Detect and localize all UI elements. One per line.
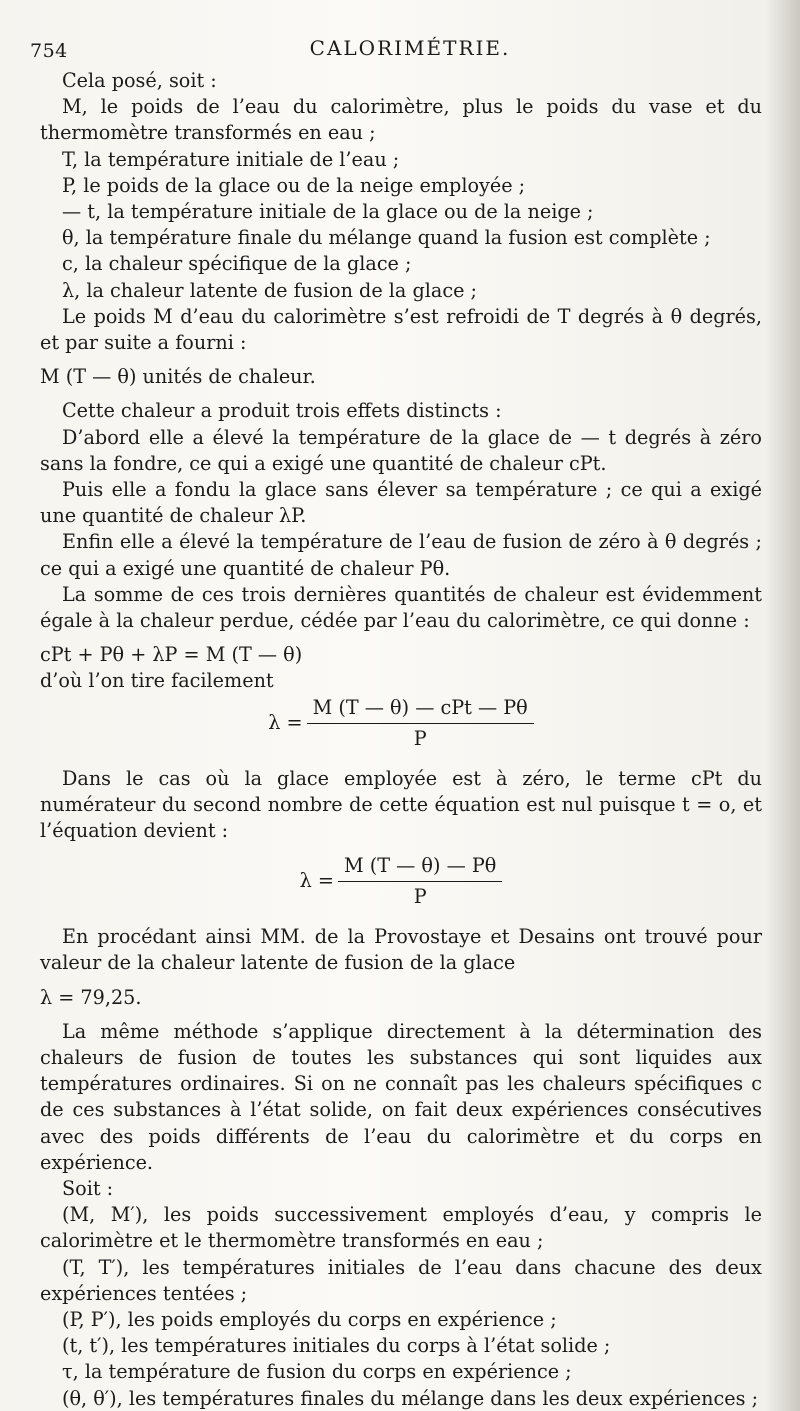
paragraph: Cela posé, soit :	[62, 69, 217, 92]
paragraph: Enfin elle a élevé la température de l’eau de fusion de zéro à θ degrés ; ce qui a exigé une quantité de chaleur Pθ.	[40, 530, 762, 580]
fraction-numerator: M (T — θ) — Pθ	[338, 853, 502, 882]
formula-lhs: λ =	[268, 711, 303, 735]
fraction-denominator: P	[413, 726, 427, 750]
definition-item: P, le poids de la glace ou de la neige employée ;	[62, 173, 526, 197]
formula-heat-balance: cPt + Pθ + λP = M (T — θ)	[40, 643, 303, 667]
paragraph: D’abord elle a élevé la température de la glace de — t degrés à zéro sans la fondre, ce qui a exigé une quantité de chaleur cPt.	[40, 425, 762, 475]
paragraph: Cette chaleur a produit trois effets distincts :	[62, 399, 502, 423]
formula-latent-heat-general	[40, 695, 762, 752]
paragraph: La même méthode s’applique directement à la détermination des chaleurs de fusion de toutes les substances qui sont liquides aux températures ordinaires. Si on ne connaît pas les chaleurs spécifiques c de ces substances à l’état solide, on fait deux expériences consécutives avec des poids différents de l’eau du calorimètre et du corps en expérience.	[40, 1019, 762, 1174]
formula-latent-heat-value: λ = 79,25.	[40, 985, 142, 1009]
definition-item: τ, la température de fusion du corps en expérience ;	[62, 1360, 572, 1384]
definition-item: (P, P′), les poids employés du corps en expérience ;	[62, 1307, 557, 1331]
paragraph: Puis elle a fondu la glace sans élever sa température ; ce qui a exigé une quantité de chaleur λP.	[40, 478, 762, 528]
definition-item: T, la température initiale de l’eau ;	[62, 147, 400, 171]
page-edge-shadow	[766, 0, 800, 1411]
paragraph: Dans le cas où la glace employée est à zéro, le terme cPt du numérateur du second nombre de cette équation est nul puisque t = o, et l’équation devient :	[40, 767, 762, 843]
fraction-denominator: P	[413, 884, 427, 908]
fraction	[338, 853, 502, 910]
paragraph: d’où l’on tire facilement	[40, 669, 274, 693]
formula-lhs: λ =	[299, 869, 335, 893]
paragraph: En procédant ainsi MM. de la Provostaye et Desains ont trouvé pour valeur de la chaleur latente de fusion de la glace	[40, 925, 762, 975]
definition-item: M, le poids de l’eau du calorimètre, plus le poids du vase et du thermomètre transformés en eau ;	[40, 95, 762, 145]
definition-item: (T, T′), les températures initiales de l’eau dans chacune des deux expériences tentées ;	[40, 1255, 762, 1305]
formula-heat-given: M (T — θ) unités de chaleur.	[40, 365, 316, 389]
definition-item: (θ, θ′), les températures finales du mélange dans les deux expériences ;	[62, 1386, 759, 1410]
body-text	[40, 68, 762, 1411]
definition-item: θ, la température finale du mélange quand la fusion est complète ;	[62, 226, 711, 250]
definition-item: (t, t′), les températures initiales du corps à l’état solide ;	[62, 1334, 611, 1358]
paragraph: La somme de ces trois dernières quantités de chaleur est évidemment égale à la chaleur perdue, cédée par l’eau du calorimètre, ce qui donne :	[40, 582, 762, 633]
fraction-numerator: M (T — θ) — cPt — Pθ	[307, 695, 534, 724]
definition-item: λ, la chaleur latente de fusion de la glace ;	[62, 278, 477, 302]
formula-latent-heat-zero	[40, 853, 762, 910]
paragraph: Soit :	[62, 1176, 114, 1200]
definition-item: (M, M′), les poids successivement employés d’eau, y compris le calorimètre et le thermomètre transformés en eau ;	[40, 1203, 762, 1253]
fraction	[307, 695, 534, 752]
definition-item: — t, la température initiale de la glace ou de la neige ;	[62, 200, 594, 224]
paragraph: Le poids M d’eau du calorimètre s’est refroidi de T degrés à θ degrés, et par suite a fourni :	[40, 304, 762, 355]
definition-item: c, la chaleur spécifique de la glace ;	[62, 252, 412, 276]
running-title: CALORIMÉTRIE.	[309, 36, 511, 60]
page-header	[30, 36, 760, 66]
page-number: 754	[30, 40, 68, 62]
